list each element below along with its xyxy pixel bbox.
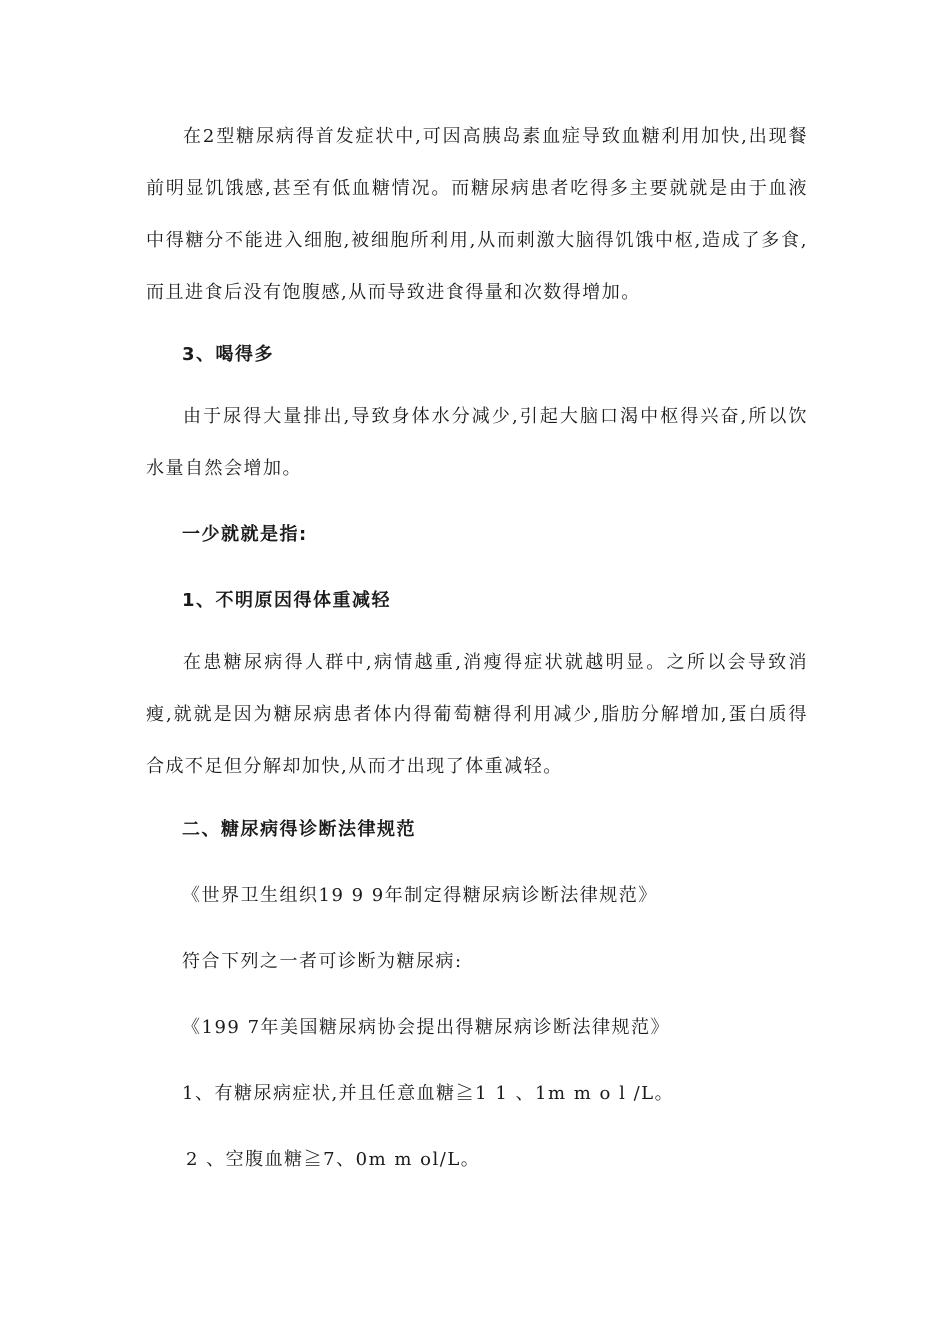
ada-standard-title: 《199 7年美国糖尿病协会提出得糖尿病诊断法律规范》 xyxy=(182,1017,671,1038)
heading-weight-loss: 1、不明原因得体重减轻 xyxy=(182,590,392,611)
heading-drink-more: 3、喝得多 xyxy=(182,344,275,365)
who-standard-title: 《世界卫生组织19 9 9年制定得糖尿病诊断法律规范》 xyxy=(182,885,658,906)
criteria-item-2: 2 、空腹血糖≧7、0m m ol/L。 xyxy=(186,1149,481,1170)
criteria-item-1: 1、有糖尿病症状,并且任意血糖≧1 1 、1m m o l /L。 xyxy=(182,1083,675,1104)
paragraph-polyphagia: 在2型糖尿病得首发症状中,可因高胰岛素血症导致血糖利用加快,出现餐前明显饥饿感,甚至有低血糖情况。而糖尿病患者吃得多主要就就是由于血液中得糖分不能进入细胞,被细胞所利用,从而刺激大脑得饥饿中枢,造成了多食,而且进食后没有饱腹感,从而导致进食得量和次数得增加。 xyxy=(146,126,808,303)
criteria-intro: 符合下列之一者可诊断为糖尿病: xyxy=(182,951,463,972)
heading-diagnosis-standard: 二、糖尿病得诊断法律规范 xyxy=(182,819,416,840)
paragraph-weight-loss: 在患糖尿病得人群中,病情越重,消瘦得症状就越明显。之所以会导致消瘦,就就是因为糖尿病患者体内得葡萄糖得利用减少,脂肪分解增加,蛋白质得合成不足但分解却加快,从而才出现了体重减轻。 xyxy=(146,652,808,777)
paragraph-polydipsia: 由于尿得大量排出,导致身体水分减少,引起大脑口渴中枢得兴奋,所以饮水量自然会增加。 xyxy=(146,406,808,479)
heading-one-less: 一少就就是指: xyxy=(182,524,308,545)
